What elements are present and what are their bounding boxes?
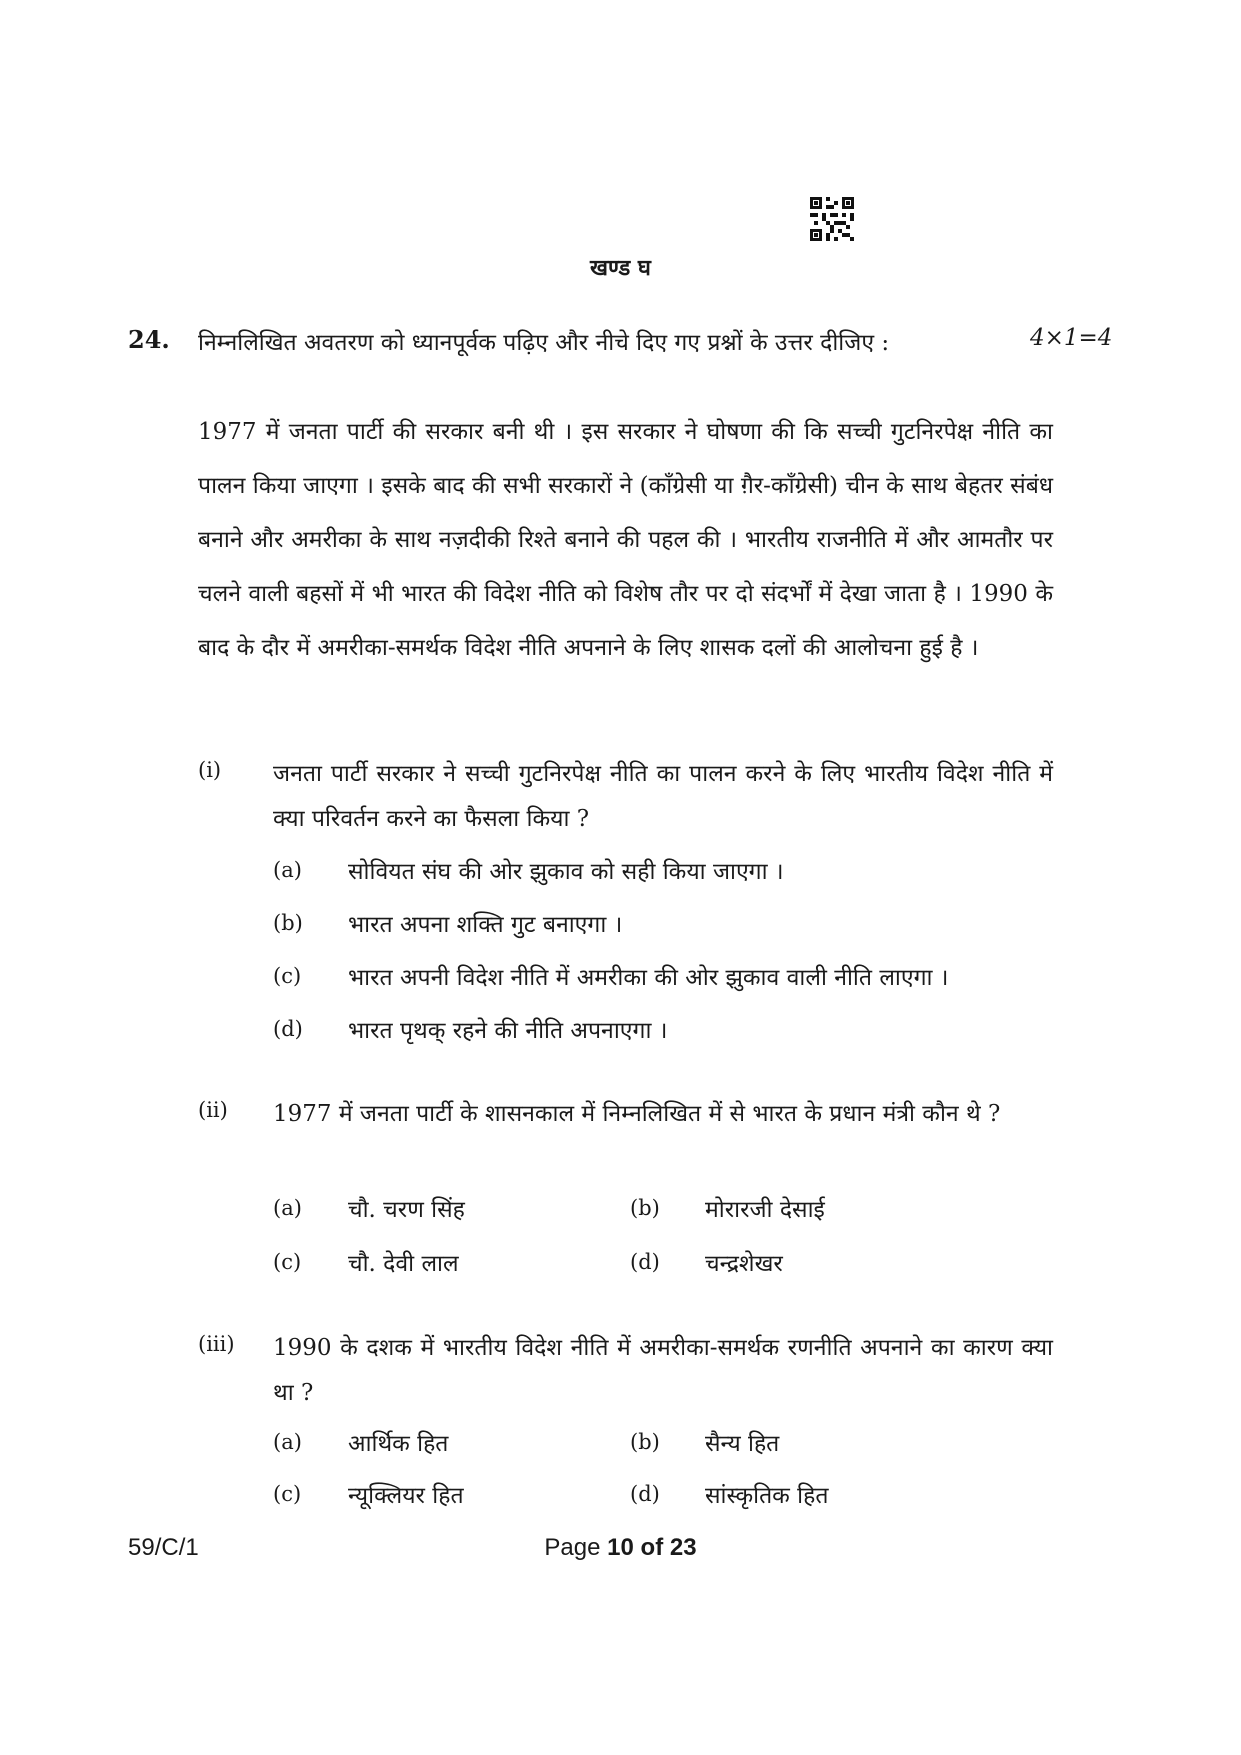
option-text: सोवियत संघ की ओर झुकाव को सही किया जाएगा । <box>348 859 784 885</box>
page-indicator <box>0 1534 1241 1562</box>
question-prompt: निम्नलिखित अवतरण को ध्यानपूर्वक पढ़िए और नीचे दिए गए प्रश्नों के उत्तर दीजिए : <box>198 330 890 356</box>
page-word: Page <box>544 1534 601 1561</box>
sub-question-text: जनता पार्टी सरकार ने सच्ची गुटनिरपेक्ष नीति का पालन करने के लिए भारतीय विदेश नीति में क्या परिवर्तन करने का फैसला किया ? <box>273 761 1053 832</box>
option-text: चौ. देवी लाल <box>348 1251 459 1277</box>
option-label: (b) <box>630 1430 660 1454</box>
option-text: न्यूक्लियर हित <box>348 1483 464 1509</box>
option-text: भारत अपना शक्ति गुट बनाएगा । <box>348 912 623 938</box>
page-of: of <box>640 1534 664 1561</box>
option-label: (d) <box>630 1250 660 1274</box>
section-title: खण्ड घ <box>590 255 651 281</box>
option-text: सांस्कृतिक हित <box>705 1483 829 1509</box>
option-text: चन्द्रशेखर <box>705 1251 783 1277</box>
option-text: मोरारजी देसाई <box>705 1197 825 1223</box>
option-text: चौ. चरण सिंह <box>348 1197 465 1223</box>
sub-question-text: 1977 में जनता पार्टी के शासनकाल में निम्नलिखित में से भारत के प्रधान मंत्री कौन थे ? <box>273 1101 1001 1127</box>
option-label: (d) <box>630 1482 660 1506</box>
option-label: (d) <box>273 1017 303 1041</box>
marks-allocation: 4×1=4 <box>1030 325 1113 351</box>
paper-code: 59/C/1 <box>128 1534 199 1561</box>
page-total: 23 <box>669 1534 697 1561</box>
option-text: सैन्य हित <box>705 1431 780 1457</box>
option-text: आर्थिक हित <box>348 1431 449 1457</box>
option-label: (a) <box>273 1196 302 1220</box>
option-label: (a) <box>273 1430 302 1454</box>
option-label: (c) <box>273 964 302 988</box>
page-current: 10 <box>607 1534 634 1561</box>
passage-text: 1977 में जनता पार्टी की सरकार बनी थी । इस सरकार ने घोषणा की कि सच्ची गुटनिरपेक्ष नीति का पालन किया जाएगा । इसके बाद की सभी सरकारों ने (काँग्रेसी या ग़ैर-काँग्रेसी) चीन के साथ बेहतर संबंध बनाने और अमरीका के साथ नज़दीकी रिश्ते बनाने की पहल की । भारतीय राजनीति में और आमतौर पर चलने वाली बहसों में भी भारत की विदेश नीति को विशेष तौर पर दो संदर्भों में देखा जाता है । 1990 के बाद के दौर में अमरीका-समर्थक विदेश नीति अपनाने के लिए शासक दलों की आलोचना हुई है । <box>198 419 1053 661</box>
passage <box>198 405 1053 675</box>
sub-question-number: (i) <box>198 758 222 782</box>
option-label: (a) <box>273 858 302 882</box>
sub-question-text: 1990 के दशक में भारतीय विदेश नीति में अमरीका-समर्थक रणनीति अपनाने का कारण क्या था ? <box>273 1335 1053 1406</box>
option-label: (c) <box>273 1482 302 1506</box>
sub-question-number: (ii) <box>198 1098 228 1122</box>
option-text: भारत अपनी विदेश नीति में अमरीका की ओर झुकाव वाली नीति लाएगा । <box>348 965 949 991</box>
option-text: भारत पृथक् रहने की नीति अपनाएगा । <box>348 1018 668 1044</box>
sub-question-number: (iii) <box>198 1332 235 1356</box>
option-label: (c) <box>273 1250 302 1274</box>
option-label: (b) <box>273 911 303 935</box>
option-label: (b) <box>630 1196 660 1220</box>
question-number: 24. <box>128 325 170 354</box>
qr-code-icon <box>810 197 854 241</box>
